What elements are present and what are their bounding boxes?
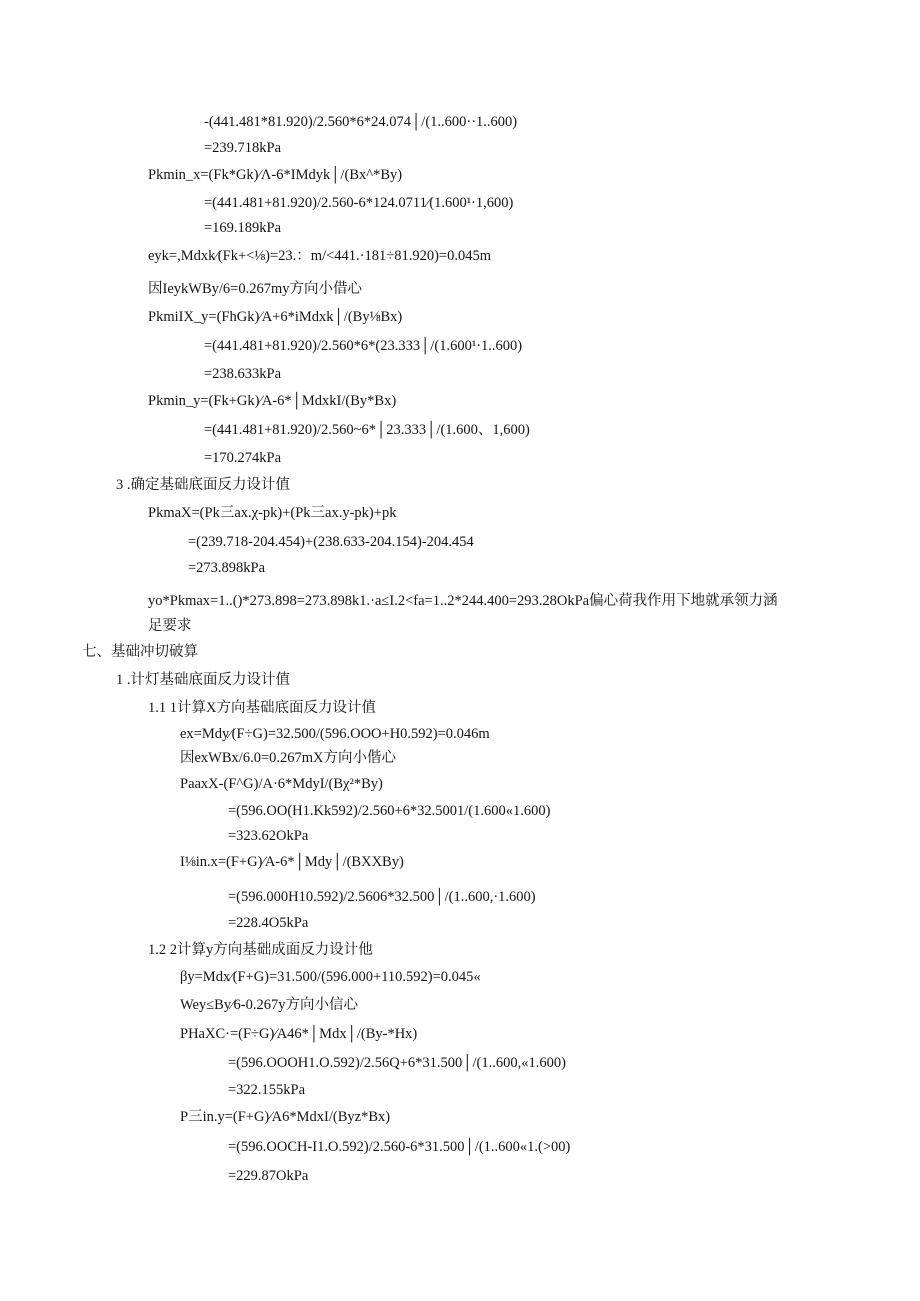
formula-line: =(596.000H10.592)/2.5606*32.500│/(1..600,·1.600) — [228, 889, 536, 905]
result-line: =322.155kPa — [228, 1082, 306, 1098]
formula-line: ex=Mdy∕(F÷G)=32.500/(596.OOO+H0.592)=0.046m — [180, 726, 490, 742]
formula-line: βy=Mdx∕(F+G)=31.500/(596.000+110.592)=0.045« — [180, 969, 481, 985]
chapter-heading: 七、基础冲切破算 — [82, 644, 198, 660]
formula-line: =(239.718-204.454)+(238.633-204.154)-204.454 — [188, 534, 474, 550]
result-line: =239.718kPa — [204, 140, 282, 156]
formula-line: =(596.OO(H1.Kk592)/2.560+6*32.5001/(1.600«1.600) — [228, 803, 551, 819]
result-line: =229.87OkPa — [228, 1168, 309, 1184]
result-line: =323.62OkPa — [228, 828, 309, 844]
formula-line: =(596.OOOH1.O.592)/2.56Q+6*31.500│/(1..600,«1.600) — [228, 1055, 566, 1071]
section-heading: 3 .确定基础底面反力设计值 — [116, 477, 290, 493]
result-line: =238.633kPa — [204, 366, 282, 382]
formula-line: Pkmin_x=(Fk*Gk)∕Λ-6*IMdyk│/(Bx^*By) — [148, 167, 403, 183]
formula-line: PaaxX-(F^G)/A·6*MdyI/(Bχ²*By) — [180, 776, 383, 792]
formula-line: P三in.y=(F+G)∕A6*MdxI/(Byz*Bx) — [180, 1109, 391, 1125]
formula-line: =(441.481+81.920)/2.560*6*(23.333│/(1.600¹·1..600) — [204, 338, 523, 354]
formula-line: I⅛in.x=(F+G)∕A-6*│Mdy│/(BXXBy) — [180, 854, 404, 870]
result-line: =228.4O5kPa — [228, 915, 309, 931]
formula-line: eyk=,Mdxk∕(Fk+<⅛)=23.：m/<441.·181÷81.920)=0.045m — [148, 248, 491, 264]
formula-line: -(441.481*81.920)/2.560*6*24.074│/(1..600··1..600) — [204, 114, 518, 130]
section-heading: 1 .计灯基础底面反力设计值 — [116, 672, 290, 688]
formula-line: PkmaX=(Pk三ax.χ-pk)+(Pk三ax.y-pk)+pk — [148, 505, 397, 521]
formula-line: Pkmin_y=(Fk+Gk)∕A-6*│MdxkI/(By*Bx) — [148, 393, 397, 409]
formula-line: PkmiIX_y=(FhGk)∕A+6*iMdxk│/(By⅛Bx) — [148, 309, 403, 325]
text-line: Wey≤By∕6-0.267y方向小信心 — [180, 997, 358, 1013]
formula-line: =(441.481+81.920)/2.560~6*│23.333│/(1.600、1,600) — [204, 422, 530, 438]
subsection-heading: 1.2 2计算y方向基础成面反力设计他 — [148, 942, 373, 958]
text-line: 因exWBx/6.0=0.267mX方向小偕心 — [180, 750, 396, 766]
formula-line: =(441.481+81.920)/2.560-6*124.0711∕(1.600¹·1,600) — [204, 195, 514, 211]
text-line: yo*Pkmax=1..()*273.898=273.898k1.·a≤I.2<fa=1..2*244.400=293.28OkPa偏心荷我作用下地就承领力涵 — [148, 593, 778, 609]
subsection-heading: 1.1 1计算X方向基础底面反力设计值 — [148, 700, 376, 716]
result-line: =169.189kPa — [204, 220, 282, 236]
formula-line: PHaXC·=(F÷G)∕A46*│Mdx│/(By-*Hx) — [180, 1026, 418, 1042]
formula-line: =(596.OOCH-I1.O.592)/2.560-6*31.500│/(1..600«1.(>00) — [228, 1139, 571, 1155]
result-line: =170.274kPa — [204, 450, 282, 466]
result-line: =273.898kPa — [188, 560, 266, 576]
text-line: 因IeykWBy/6=0.267my方向小借心 — [148, 281, 362, 297]
text-line: 足要求 — [148, 618, 192, 634]
